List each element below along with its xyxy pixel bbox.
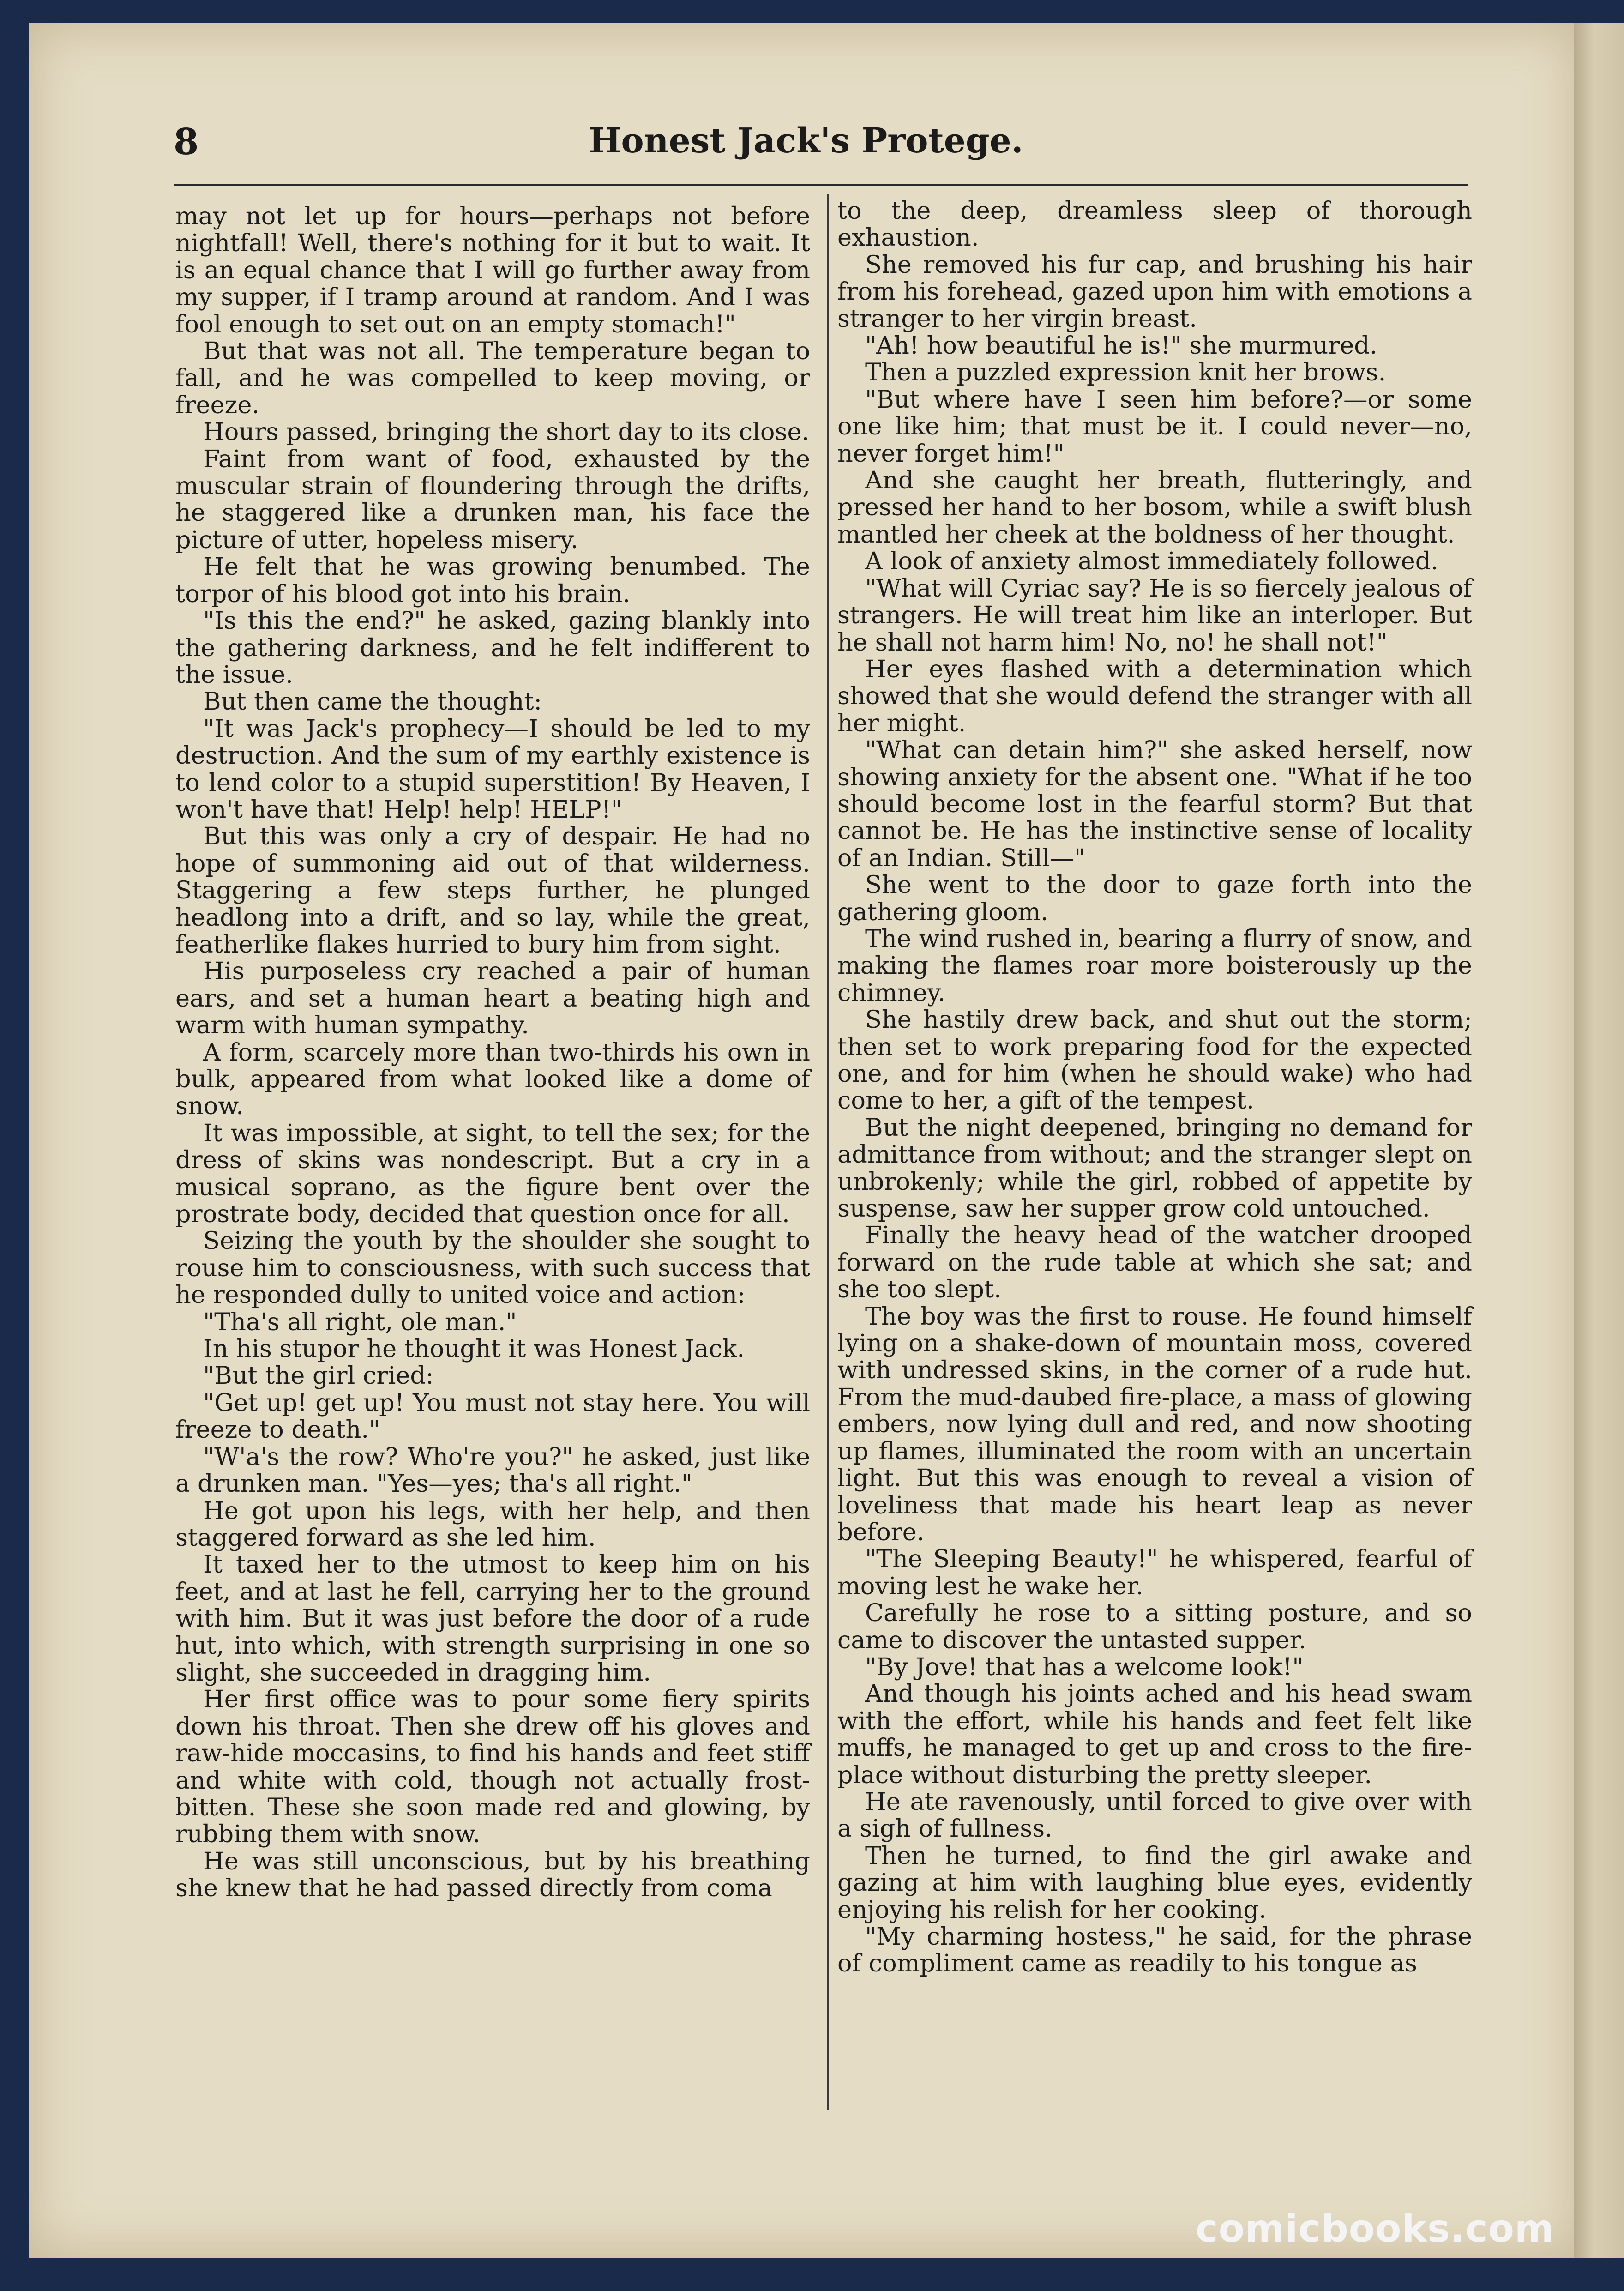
paragraph: "By Jove! that has a welcome look!": [865, 1652, 1304, 1681]
paragraph: She hastily drew back, and shut out the storm; then set to work preparing food for the expected one, and for him (when he should wake) who had come to her, a gift of the tempest.: [837, 1006, 1472, 1115]
paragraph: "Is this the end?" he asked, gazing blankly into the gathering darkness, and he felt indifferent to the issue.: [175, 607, 810, 689]
page-spine-edge: [1574, 23, 1624, 2258]
paragraph: Her first office was to pour some fiery spirits down his throat. Then she drew off his gloves and raw-hide moccasins, to find his hands and feet stiff and white with cold, though not actually frost-bitten. These she soon made red and glowing, by rubbing them with snow.: [175, 1685, 810, 1849]
paragraph: Her eyes flashed with a determination which showed that she would defend the stranger with all her might.: [837, 655, 1472, 737]
page-number: 8: [174, 121, 199, 163]
paragraph: "Ah! how beautiful he is!" she murmured.: [865, 332, 1377, 360]
paragraph: But the night deepened, bringing no demand for admittance from without; and the stranger slept on unbrokenly; while the girl, robbed of appetite by suspense, saw her supper grow cold untouched.: [837, 1113, 1472, 1223]
paragraph: And she caught her breath, flutteringly, and pressed her hand to her bosom, while a swift blush mantled her cheek at the boldness of her thought.: [837, 466, 1472, 549]
paragraph: "Get up! get up! You must not stay here. You will freeze to death.": [175, 1388, 810, 1444]
paragraph: Seizing the youth by the shoulder she sought to rouse him to consciousness, with such success that he responded dully to united voice and action:: [175, 1227, 810, 1309]
page-header: [146, 121, 1466, 167]
left-column: [175, 203, 810, 1902]
paragraph: But that was not all. The temperature began to fall, and he was compelled to keep moving, or freeze.: [175, 337, 810, 419]
column-divider: [827, 194, 829, 2110]
paragraph: "But the girl cried:: [203, 1362, 434, 1390]
paragraph: And though his joints ached and his head swam with the effort, while his hands and feet felt like muffs, he managed to get up and cross to the fire-place without disturbing the pretty sleeper.: [837, 1680, 1472, 1789]
header-rule: [174, 184, 1468, 186]
watermark: comicbooks.com: [1196, 2207, 1555, 2251]
paragraph: He was still unconscious, but by his breathing she knew that he had passed directly from coma: [175, 1847, 810, 1903]
paragraph: Then he turned, to find the girl awake and gazing at him with laughing blue eyes, evidently enjoying his relish for her cooking.: [837, 1841, 1472, 1924]
paragraph: The boy was the first to rouse. He found himself lying on a shake-down of mountain moss, covered with undressed skins, in the corner of a rude hut. From the mud-daubed fire-place, a mass of glowing embers, now lying dull and red, and now shooting up flames, illuminated the room with an uncertain light. But this was enough to reveal a vision of loveliness that made his heart leap as never before.: [837, 1302, 1472, 1546]
paragraph: He felt that he was growing benumbed. The torpor of his blood got into his brain.: [175, 553, 810, 608]
right-column: [837, 198, 1472, 1977]
paragraph: She went to the door to gaze forth into the gathering gloom.: [837, 871, 1472, 926]
paragraph: He got upon his legs, with her help, and then staggered forward as she led him.: [175, 1496, 810, 1552]
paragraph: Then a puzzled expression knit her brows.: [865, 358, 1386, 387]
paragraph: "What will Cyriac say? He is so fiercely jealous of strangers. He will treat him like an interloper. But he shall not harm him! No, no! he shall not!": [837, 574, 1472, 657]
paragraph: A form, scarcely more than two-thirds his own in bulk, appeared from what looked like a dome of snow.: [175, 1038, 810, 1121]
paragraph: Faint from want of food, exhausted by the muscular strain of floundering through the drifts, he staggered like a drunken man, his face the picture of utter, hopeless misery.: [175, 445, 810, 554]
paragraph: But this was only a cry of despair. He had no hope of summoning aid out of that wilderness. Staggering a few steps further, he plunged headlong into a drift, and so lay, while the great, featherlike flakes hurried to bury him from sight.: [175, 822, 810, 959]
paragraph: She removed his fur cap, and brushing his hair from his forehead, gazed upon him with emotions a stranger to her virgin breast.: [837, 250, 1472, 333]
paragraph: The wind rushed in, bearing a flurry of snow, and making the flames roar more boisterously up the chimney.: [837, 924, 1472, 1007]
paragraph: may not let up for hours—perhaps not before nightfall! Well, there's nothing for it but to wait. It is an equal chance that I will go further away from my supper, if I tramp around at random. And I was fool enough to set out on an empty stomach!": [175, 202, 810, 338]
paragraph: "Tha's all right, ole man.": [203, 1308, 517, 1336]
paragraph: to the deep, dreamless sleep of thorough exhaustion.: [837, 197, 1472, 252]
paragraph: But then came the thought:: [203, 687, 542, 716]
paragraph: His purposeless cry reached a pair of human ears, and set a human heart a beating high and warm with human sympathy.: [175, 957, 810, 1040]
paragraph: "My charming hostess," he said, for the phrase of compliment came as readily to his tongue as: [837, 1923, 1472, 1978]
paragraph: "W'a's the row? Who're you?" he asked, just like a drunken man. "Yes—yes; tha's all right.": [175, 1442, 810, 1498]
paragraph: "It was Jack's prophecy—I should be led to my destruction. And the sum of my earthly existence is to lend color to a stupid superstition! By Heaven, I won't have that! Help! help! HELP!": [175, 714, 810, 824]
paragraph: It was impossible, at sight, to tell the sex; for the dress of skins was nondescript. But a cry in a musical soprano, as the figure bent over the prostrate body, decided that question once for all.: [175, 1119, 810, 1229]
running-title: Honest Jack's Protege.: [589, 121, 1023, 161]
paragraph: Finally the heavy head of the watcher drooped forward on the rude table at which she sat; and she too slept.: [837, 1221, 1472, 1304]
paragraph: "But where have I seen him before?—or some one like him; that must be it. I could never—no, never forget him!": [837, 385, 1472, 468]
paragraph: "The Sleeping Beauty!" he whispered, fearful of moving lest he wake her.: [837, 1545, 1472, 1600]
paragraph: He ate ravenously, until forced to give over with a sigh of fullness.: [837, 1787, 1472, 1843]
paragraph: Hours passed, bringing the short day to its close.: [203, 418, 810, 446]
paragraph: "What can detain him?" she asked herself, now showing anxiety for the absent one. "What if he too should become lost in the fearful storm? But that cannot be. He has the instinctive sense of locality of an Indian. Still—": [837, 736, 1472, 872]
paragraph: A look of anxiety almost immediately followed.: [865, 547, 1439, 576]
paragraph: It taxed her to the utmost to keep him on his feet, and at last he fell, carrying her to the ground with him. But it was just before the door of a rude hut, into which, with strength surprising in one so slight, she succeeded in dragging him.: [175, 1550, 810, 1687]
paragraph: In his stupor he thought it was Honest Jack.: [203, 1335, 745, 1363]
paragraph: Carefully he rose to a sitting posture, and so came to discover the untasted supper.: [837, 1599, 1472, 1654]
